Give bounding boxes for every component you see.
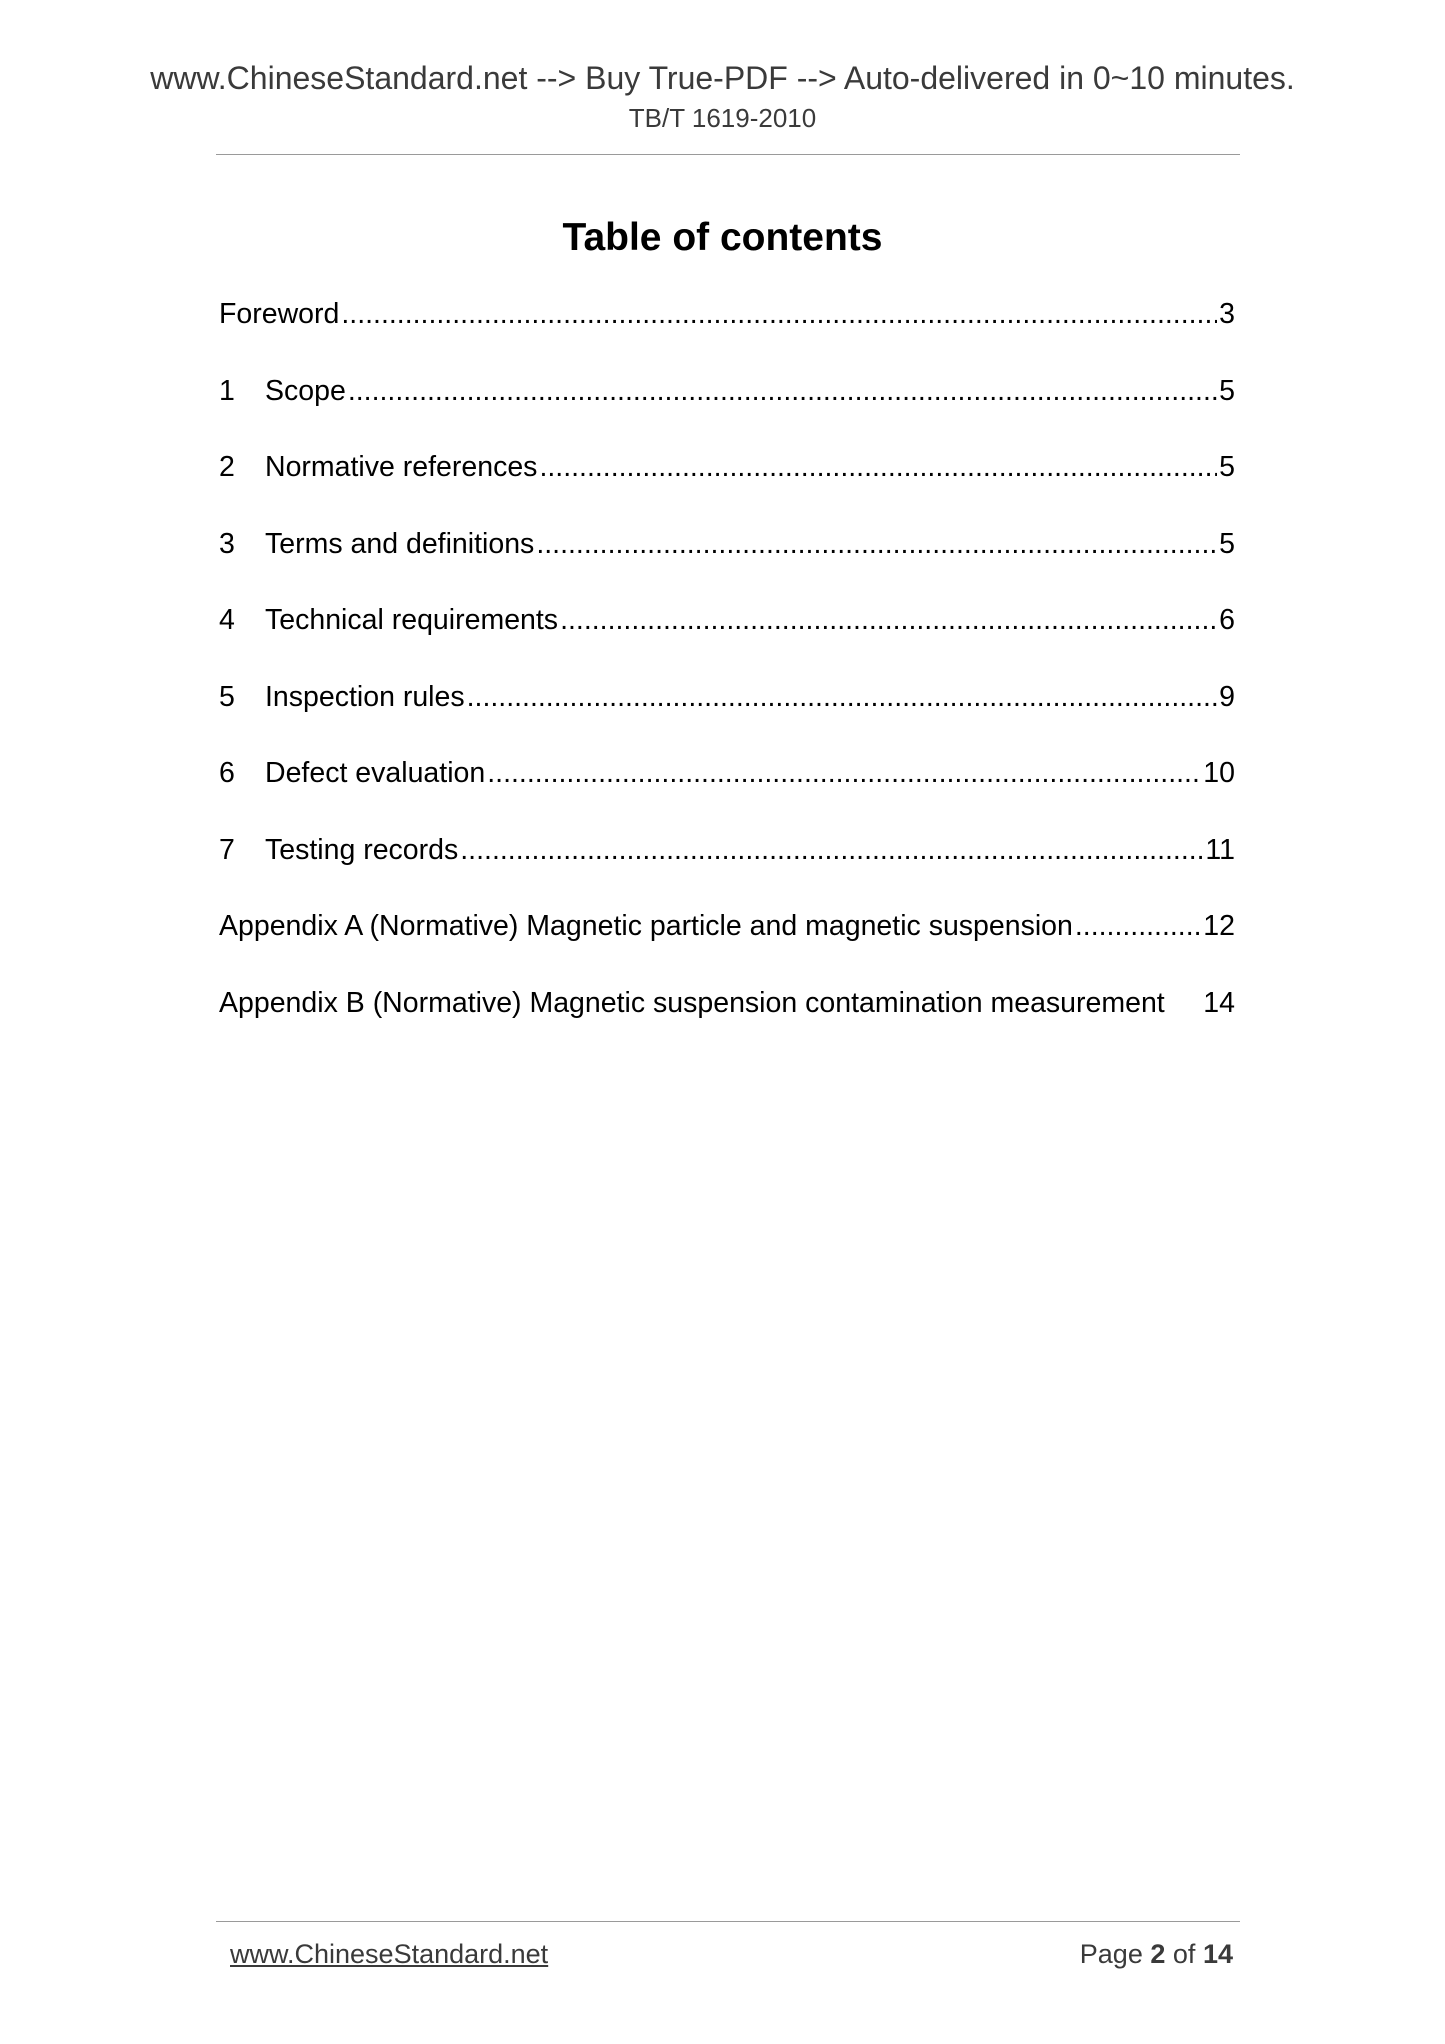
toc-list [219, 294, 1235, 1059]
toc-entry-technical-requirements[interactable] [219, 600, 1235, 677]
toc-entry-foreword[interactable] [219, 294, 1235, 371]
toc-entry-page: 9 [1219, 680, 1235, 713]
toc-entry-page: 10 [1203, 757, 1235, 789]
toc-entry-page: 5 [1219, 527, 1235, 560]
toc-dot-leader [560, 600, 1217, 640]
toc-dot-leader [1075, 906, 1201, 946]
toc-entry-number: 1 [219, 374, 235, 407]
toc-entry-scope[interactable] [219, 371, 1235, 448]
toc-entry-page: 5 [1219, 451, 1235, 483]
toc-entry-label: Defect evaluation [265, 757, 486, 789]
toc-entry-page: 5 [1219, 374, 1235, 407]
toc-entry-inspection-rules[interactable] [219, 677, 1235, 754]
toc-dot-leader [487, 753, 1201, 793]
toc-entry-appendix-a[interactable] [219, 906, 1235, 983]
toc-entry-label: Terms and definitions [265, 527, 535, 560]
toc-entry-label: Testing records [265, 833, 459, 866]
toc-entry-page: 6 [1219, 604, 1235, 636]
toc-entry-number: 3 [219, 527, 235, 560]
toc-entry-number: 6 [219, 757, 235, 789]
toc-entry-number: 4 [219, 604, 235, 636]
toc-entry-terms-and-definitions[interactable] [219, 524, 1235, 601]
footer-total-pages: 14 [1202, 1939, 1233, 1969]
toc-entry-label: Inspection rules [265, 680, 465, 713]
toc-entry-testing-records[interactable] [219, 830, 1235, 907]
footer-divider [216, 1921, 1240, 1922]
toc-dot-leader [536, 524, 1217, 564]
toc-entry-number: 7 [219, 833, 235, 866]
toc-dot-leader [467, 677, 1218, 717]
toc-entry-number: 5 [219, 680, 235, 713]
toc-title: Table of contents [562, 216, 883, 259]
toc-entry-label: Appendix B (Normative) Magnetic suspension contamination measurement [219, 986, 1165, 1019]
toc-entry-appendix-b[interactable] [219, 983, 1235, 1060]
toc-entry-normative-references[interactable] [219, 447, 1235, 524]
toc-dot-leader [539, 447, 1217, 487]
footer-page-of: of [1172, 1939, 1196, 1969]
toc-entry-label: Technical requirements [265, 604, 559, 636]
footer-page-indicator [1080, 1937, 1233, 1971]
toc-dot-leader [341, 294, 1217, 334]
toc-entry-label: Appendix A (Normative) Magnetic particle and magnetic suspension [219, 910, 1073, 942]
standard-code: TB/T 1619-2010 [628, 103, 817, 133]
toc-entry-label: Scope [265, 374, 346, 407]
footer-current-page: 2 [1150, 1939, 1166, 1969]
toc-entry-page: 14 [1203, 986, 1235, 1019]
header-divider [216, 154, 1240, 155]
header-banner: www.ChineseStandard.net --> Buy True-PDF --> Auto-delivered in 0~10 minutes. [150, 60, 1295, 96]
toc-dot-leader [460, 830, 1203, 870]
toc-entry-defect-evaluation[interactable] [219, 753, 1235, 830]
toc-entry-page: 3 [1219, 298, 1235, 330]
toc-entry-page: 11 [1205, 833, 1235, 866]
toc-dot-leader [348, 371, 1217, 411]
footer-site-link[interactable]: www.ChineseStandard.net [230, 1939, 549, 1969]
toc-entry-label: Foreword [219, 298, 340, 330]
footer-page-prefix: Page [1079, 1939, 1143, 1969]
toc-entry-page: 12 [1203, 910, 1235, 942]
toc-entry-label: Normative references [265, 451, 538, 483]
toc-entry-number: 2 [219, 451, 235, 483]
